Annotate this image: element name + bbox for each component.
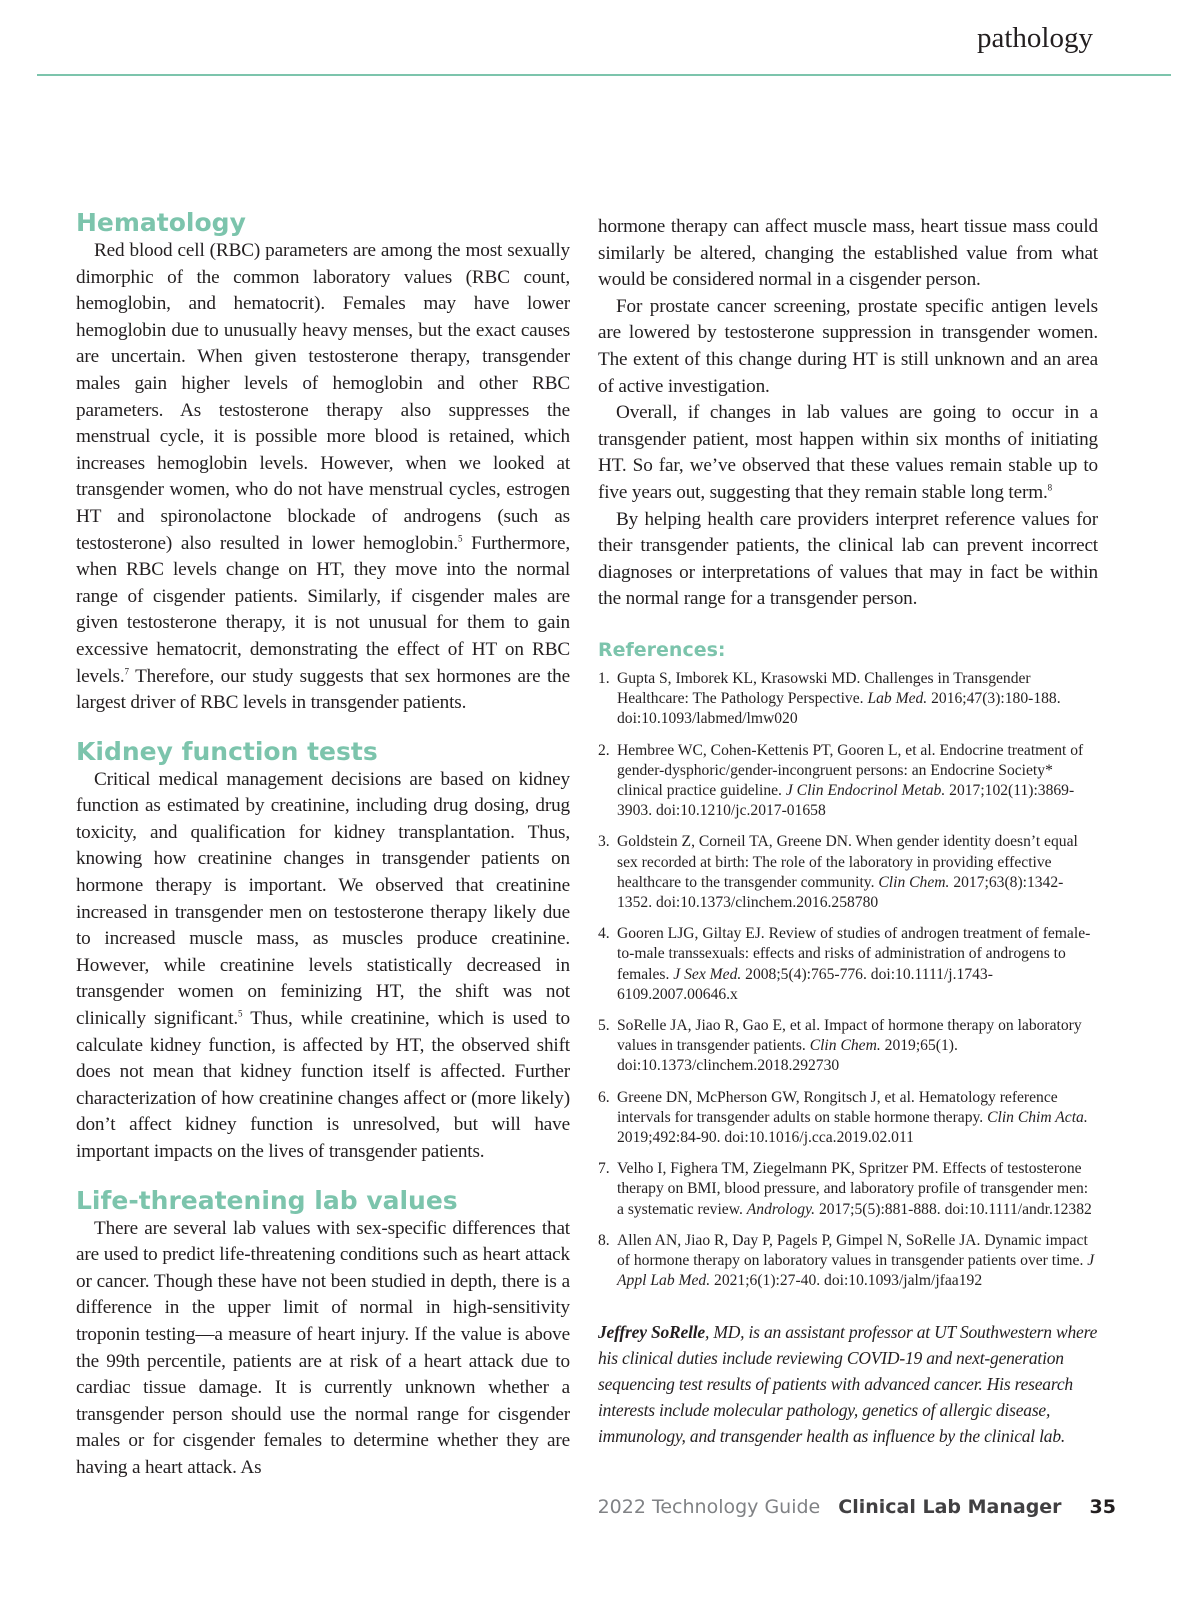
reference-item [598, 1231, 1098, 1292]
overall-paragraph [598, 400, 1098, 506]
hematology-text-1: Red blood cell (RBC) parameters are among the most sexually dimorphic of the common laboratory values (RBC count, hemoglobin, and hematocrit). Females may have lower hemoglobin due to unusually heavy menses, but the exact causes are uncertain. When given testosterone therapy, transgender males gain higher levels of hemoglobin and other RBC parameters. As testosterone therapy also suppresses the menstrual cycle, it is possible more blood is retained, which increases hemoglobin levels. However, when we looked at transgender women, who do not have menstrual cycles, estrogen HT and spironolactone blockade of androgens (such as testosterone) also resulted in lower hemoglobin. [76, 240, 570, 554]
prostate-paragraph: For prostate cancer screening, prostate specific antigen levels are lowered by testosterone suppression in transgender women. The extent of this change during HT is still unknown and an area of active investigation. [598, 295, 1098, 397]
reference-journal: Clin Chem. [878, 873, 950, 891]
reference-tail: 2008;5(4):765-776. doi:10.1111/j.1743-6109.2007.00646.x [617, 965, 993, 1003]
reference-number: 5. [598, 1016, 610, 1034]
reference-text: Gooren LJG, Giltay EJ. Review of studies of androgen treatment of female-to-male transsexuals: effects and risks of administration of androgens to females. [617, 925, 1091, 983]
footer-magazine-name: Clinical Lab Manager [838, 1496, 1062, 1518]
reference-item [598, 1159, 1098, 1220]
reference-number: 7. [598, 1160, 610, 1178]
hematology-text-3: Therefore, our study suggests that sex hormones are the largest driver of RBC levels in transgender patients. [76, 665, 570, 714]
reference-journal: J Clin Endocrinol Metab. [785, 781, 946, 799]
reference-tail: 2017;102(11):3869-3903. doi:10.1210/jc.2017-01658 [617, 781, 1075, 820]
hematology-heading: Hematology [76, 208, 246, 237]
references-list [598, 669, 1098, 1291]
citation-marker: 8 [1047, 482, 1052, 493]
hematology-text-2: Furthermore, when RBC levels change on HT, they move into the normal range of cisgender patients. Similarly, if cisgender males are given testosterone therapy, it is not unusual for them to gain excessive hematocrit, demonstrating the effect of HT on RBC levels. [76, 532, 570, 687]
reference-text: Goldstein Z, Corneil TA, Greene DN. When gender identity doesn’t equal sex recorded at birth: The role of the laboratory in providing effective healthcare to the transgender community. [617, 833, 1078, 891]
reference-item [598, 741, 1098, 822]
citation-marker: 5 [457, 533, 463, 544]
reference-item [598, 924, 1098, 1005]
reference-number: 2. [598, 741, 610, 759]
reference-item [598, 832, 1098, 913]
reference-text: Allen AN, Jiao R, Day P, Pagels P, Gimpel N, SoRelle JA. Dynamic impact of hormone therapy on laboratory values in transgender patients over time. [617, 1231, 1088, 1269]
life-threatening-paragraph: There are several lab values with sex-specific differences that are used to predict life-threatening conditions such as heart attack or cancer. Though these have not been studied in depth, there is a difference in the upper limit of normal in high-sensitivity troponin testing—a measure of heart injury. If the value is above the 99th percentile, patients are at risk of a heart attack due to cardiac tissue damage. It is currently unknown whether a transgender person should use the normal range for cisgender males or for cisgender females to determine whether they are having a heart attack. As [76, 1217, 570, 1478]
reference-journal: J Appl Lab Med. [617, 1251, 1095, 1290]
page-number: 35 [1089, 1496, 1116, 1518]
footer-guide-title: 2022 Technology Guide [597, 1496, 821, 1518]
reference-tail: 2019;65(1). doi:10.1373/clinchem.2018.292730 [617, 1037, 958, 1075]
continued-paragraph: hormone therapy can affect muscle mass, heart tissue mass could similarly be altered, changing the established value from what would be considered normal in a cisgender person. [598, 216, 1098, 291]
reference-tail: 2017;5(5):881-888. doi:10.1111/andr.12382 [815, 1200, 1092, 1218]
hematology-paragraph [76, 238, 570, 717]
reference-journal: J Sex Med. [673, 965, 742, 983]
reference-number: 4. [598, 925, 610, 943]
left-column [76, 208, 570, 1482]
header-rule [37, 74, 1171, 76]
reference-text: SoRelle JA, Jiao R, Gao E, et al. Impact of hormone therapy on laboratory values in transgender patients. [617, 1016, 1082, 1055]
author-name: Jeffrey SoRelle [598, 1322, 705, 1343]
kidney-paragraph [76, 767, 570, 1166]
kidney-text-1: Critical medical management decisions are based on kidney function as estimated by creatinine, including drug dosing, drug toxicity, and qualification for kidney transplantation. Thus, knowing how creatinine changes in transgender patients on hormone therapy is important. We observed that creatinine increased in transgender men on testosterone therapy likely due to increased muscle mass, as muscles produce creatinine. However, while creatinine levels statistically decreased in transgender women on feminizing HT, the shift was not clinically significant. [76, 768, 570, 1030]
citation-marker: 5 [238, 1008, 243, 1019]
reference-tail: 2016;47(3):180-188. doi:10.1093/labmed/lmw020 [617, 690, 1061, 728]
helping-paragraph: By helping health care providers interpret reference values for their transgender patients, the clinical lab can prevent incorrect diagnoses or interpretations of values that may in fact be within the normal range for a transgender person. [598, 508, 1098, 610]
reference-journal: Clin Chim Acta. [987, 1108, 1088, 1126]
reference-number: 1. [598, 669, 610, 687]
reference-tail: 2021;6(1):27-40. doi:10.1093/jalm/jfaa192 [710, 1272, 983, 1290]
reference-text: Greene DN, McPherson GW, Rongitsch J, et al. Hematology reference intervals for transgender adults on stable hormone therapy. [617, 1088, 1058, 1126]
reference-journal: Clin Chem. [809, 1037, 881, 1055]
overall-text: Overall, if changes in lab values are going to occur in a transgender patient, most happen within six months of initiating HT. So far, we’ve observed that these values remain stable up to five years out, suggesting that they remain stable long term. [598, 402, 1098, 503]
reference-journal: Andrology. [746, 1200, 816, 1218]
life-threatening-heading: Life-threatening lab values [76, 1185, 458, 1215]
kidney-text-2: Thus, while creatinine, which is used to calculate kidney function, is affected by HT, the observed shift does not mean that kidney function itself is affected. Further characterization of how creatinine changes affect or (more likely) don’t affect kidney function is unresolved, but will have important impacts on the lives of transgender patients. [76, 1008, 570, 1162]
reference-number: 3. [598, 833, 610, 851]
citation-marker: 7 [124, 666, 129, 677]
author-bio-text: , MD, is an assistant professor at UT Southwestern where his clinical duties include reviewing COVID-19 and next-generation sequencing test results of patients with advanced cancer. His research interests include molecular pathology, genetics of allergic disease, immunology, and transgender health as influence by the clinical lab. [598, 1322, 1098, 1447]
page-footer [598, 1496, 1116, 1518]
reference-number: 8. [598, 1231, 610, 1249]
author-bio [598, 1319, 1098, 1449]
reference-item [598, 1088, 1098, 1149]
kidney-heading: Kidney function tests [76, 736, 378, 766]
reference-number: 6. [598, 1088, 610, 1106]
reference-tail: 2017;63(8):1342-1352. doi:10.1373/clinchem.2016.258780 [617, 873, 1064, 911]
right-column [598, 214, 1098, 1449]
section-label: pathology [977, 22, 1093, 54]
reference-text: Hembree WC, Cohen-Kettenis PT, Gooren L, et al. Endocrine treatment of gender-dysphoric/gender-incongruent persons: an Endocrine Society* clinical practice guideline. [617, 741, 1084, 799]
references-heading: References: [598, 638, 726, 661]
reference-journal: Lab Med. [867, 690, 928, 708]
reference-text: Velho I, Fighera TM, Ziegelmann PK, Spritzer PM. Effects of testosterone therapy on BMI, blood pressure, and laboratory profile of transgender men: a systematic review. [617, 1160, 1089, 1218]
reference-item [598, 1016, 1098, 1077]
reference-item [598, 669, 1098, 730]
reference-text: Gupta S, Imborek KL, Krasowski MD. Challenges in Transgender Healthcare: The Pathology Perspective. [617, 669, 1031, 708]
reference-tail: 2019;492:84-90. doi:10.1016/j.cca.2019.02.011 [617, 1128, 914, 1146]
